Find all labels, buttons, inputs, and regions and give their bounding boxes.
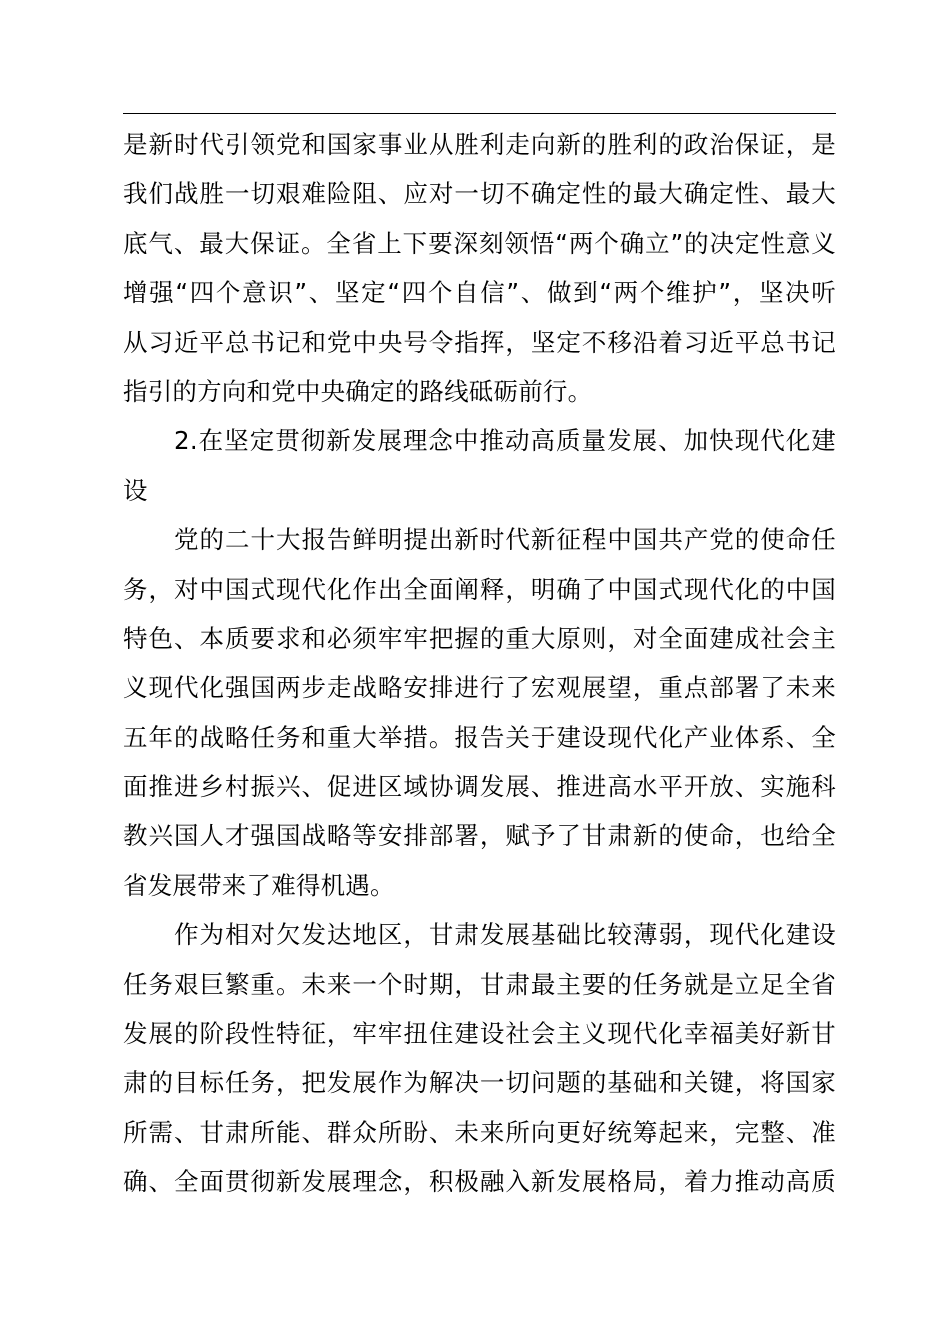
text-line: 作为相对欠发达地区，甘肃发展基础比较薄弱，现代化建设: [123, 920, 836, 950]
section-heading: 2.在坚定贯彻新发展理念中推动高质量发展、加快现代化建: [123, 426, 836, 456]
text-line: 特色、本质要求和必须牢牢把握的重大原则，对全面建成社会主: [123, 623, 836, 653]
text-line: 从习近平总书记和党中央号令指挥，坚定不移沿着习近平总书记: [123, 327, 836, 357]
text-line: 党的二十大报告鲜明提出新时代新征程中国共产党的使命任: [123, 525, 836, 555]
body-text: [123, 120, 836, 1207]
text-line: 教兴国人才强国战略等安排部署，赋予了甘肃新的使命，也给全: [123, 821, 836, 851]
text-line: 肃的目标任务，把发展作为解决一切问题的基础和关键，将国家: [123, 1068, 836, 1098]
text-line: 面推进乡村振兴、促进区域协调发展、推进高水平开放、实施科: [123, 772, 836, 802]
text-line: 务，对中国式现代化作出全面阐释，明确了中国式现代化的中国: [123, 574, 836, 604]
text-line: 确、全面贯彻新发展理念，积极融入新发展格局，着力推动高质: [123, 1167, 836, 1197]
text-line: 发展的阶段性特征，牢牢扭住建设社会主义现代化幸福美好新甘: [123, 1019, 836, 1049]
text-line: 底气、最大保证。全省上下要深刻领悟“两个确立”的决定性意义: [123, 228, 836, 258]
text-line: 所需、甘肃所能、群众所盼、未来所向更好统筹起来，完整、准: [123, 1117, 836, 1147]
section-heading: 设: [123, 475, 148, 505]
text-line: 我们战胜一切艰难险阻、应对一切不确定性的最大确定性、最大: [123, 179, 836, 209]
text-line: 省发展带来了难得机遇。: [123, 870, 395, 900]
text-line: 义现代化强国两步走战略安排进行了宏观展望，重点部署了未来: [123, 673, 836, 703]
text-line: 任务艰巨繁重。未来一个时期，甘肃最主要的任务就是立足全省: [123, 969, 836, 999]
text-line: 五年的战略任务和重大举措。报告关于建设现代化产业体系、全: [123, 722, 836, 752]
text-line: 增强“四个意识”、坚定“四个自信”、做到“两个维护”，坚决听: [123, 278, 836, 308]
text-line: 是新时代引领党和国家事业从胜利走向新的胜利的政治保证，是: [123, 130, 836, 159]
text-line: 指引的方向和党中央确定的路线砥砺前行。: [123, 376, 593, 406]
header-rule: [123, 113, 836, 114]
